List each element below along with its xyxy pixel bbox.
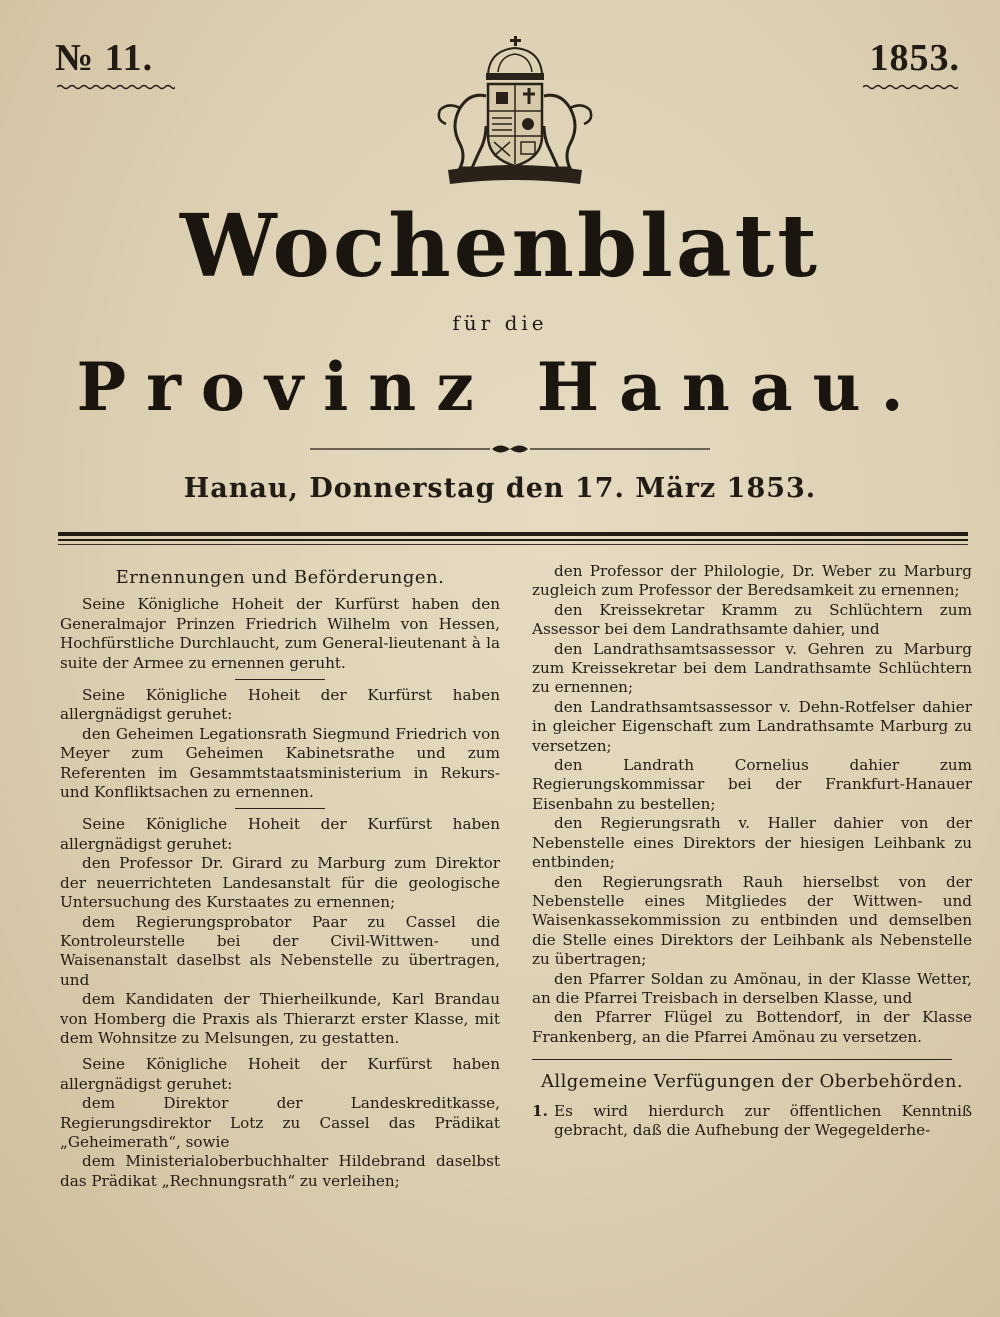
paragraph-girard: den Professor Dr. Girard zu Marburg zum Direktor der neuerrichteten Landesanstalt für die geologische Untersuchung des Kurstaates zu ernennen; — [60, 854, 500, 912]
numbered-item — [532, 1102, 972, 1141]
short-divider — [235, 679, 325, 680]
paragraph-paar: dem Regierungsprobator Paar zu Cassel die Kontroleurstelle bei der Civil-Wittwen- und Waisenanstalt daselbst als Nebenstelle zu übertragen, und — [60, 912, 500, 989]
paragraph-lotz: dem Direktor der Landeskreditkasse, Regierungsdirektor Lotz zu Cassel das Prädikat „Geheimerath“, sowie — [60, 1094, 500, 1151]
newspaper-title: Wochenblatt — [179, 196, 821, 297]
item-text: Es wird hierdurch zur öffentlichen Kenntniß gebracht, daß die Aufhebung der Wegegelderhe- — [554, 1101, 972, 1139]
paragraph-gehren: den Landrathsamtsassessor v. Gehren zu Marburg zum Kreissekretar bei dem Landrathsamte Schlüchtern zu ernennen; — [532, 639, 972, 697]
coat-of-arms-icon — [430, 36, 600, 191]
short-divider — [235, 808, 325, 809]
paragraph-rauh: den Regierungsrath Rauh hierselbst von der Nebenstelle eines Mitgliedes der Wittwen- und Waisenkassekommission zu entbinden und demselben die Stelle eines Direktors der Leihbank als Nebenstelle zu übertragen; — [532, 872, 972, 969]
section-heading-appointments: Ernennungen und Beförderungen. — [115, 567, 445, 588]
newspaper-province-title: Provinz Hanau. — [76, 348, 924, 426]
issue-year: 1853. — [869, 37, 960, 79]
paragraph-soldan: den Pfarrer Soldan zu Amönau, in der Klasse Wetter, an die Pfarrei Treisbach in derselben Klasse, und — [532, 969, 972, 1007]
paragraph-weber: den Professor der Philologie, Dr. Weber zu Marburg zugleich zum Professor der Beredsamkeit zu ernennen; — [532, 562, 972, 600]
dateline: Hanau, Donnerstag den 17. März 1853. — [183, 473, 817, 504]
paragraph-cornelius: den Landrath Cornelius dahier zum Regierungskommissar bei der Frankfurt-Hanauer Eisenbahn zu bestellen; — [532, 756, 972, 813]
paragraph-fluegel: den Pfarrer Flügel zu Bottendorf, in der Klasse Frankenberg, an die Pfarrei Amönau zu versetzen. — [532, 1008, 972, 1046]
section-heading-ordinances: Allgemeine Verfügungen der Oberbehörden. — [541, 1071, 963, 1093]
left-column — [60, 562, 500, 1191]
paragraph-kramm: den Kreissekretar Kramm zu Schlüchtern zum Assessor bei dem Landrathsamte dahier, und — [532, 600, 972, 639]
paragraph-haller: den Regierungsrath v. Haller dahier von der Nebenstelle eines Direktors der hiesigen Leihbank zu entbinden; — [532, 814, 972, 872]
year-underline-ornament — [863, 84, 958, 90]
paragraph-brandau: dem Kandidaten der Thierheilkunde, Karl Brandau von Homberg die Praxis als Thierarzt erster Klasse, mit dem Wohnsitze zu Melsungen, zu gestatten. — [60, 990, 500, 1047]
newspaper-subtitle: für die — [452, 311, 548, 335]
header-rule-middle — [58, 539, 968, 541]
paragraph-hildebrand: dem Ministerialoberbuchhalter Hildebrand daselbst das Prädikat „Rechnungsrath“ zu verleihen; — [60, 1152, 500, 1190]
paragraph-intro: Seine Königliche Hoheit der Kurfürst haben allergnädigst geruhet: — [60, 686, 500, 724]
divider-ornament — [310, 442, 710, 456]
paragraph-general-appointment: Seine Königliche Hoheit der Kurfürst haben den Generalmajor Prinzen Friedrich Wilhelm von Hessen, Hochfürstliche Durchlaucht, zum General-lieutenant à la suite der Armee zu ernennen geruht. — [60, 595, 500, 672]
item-number: 1. — [532, 1101, 548, 1120]
paragraph-dehn-rotfelser: den Landrathsamtsassessor v. Dehn-Rotfelser dahier in gleicher Eigenschaft zum Landrathsamte Marburg zu versetzen; — [532, 697, 972, 755]
paragraph-meyer: den Geheimen Legationsrath Siegmund Friedrich von Meyer zum Geheimen Kabinetsrathe und zum Referenten im Gesammtstaatsministerium in Rekurs- und Konfliktsachen zu ernennen. — [60, 724, 500, 802]
paragraph-intro: Seine Königliche Hoheit der Kurfürst haben allergnädigst geruhet: — [60, 815, 500, 853]
issue-number: № 11. — [55, 37, 154, 79]
issue-underline-ornament — [57, 84, 175, 90]
paragraph-intro: Seine Königliche Hoheit der Kurfürst haben allergnädigst geruhet: — [60, 1055, 500, 1093]
section-divider — [532, 1059, 952, 1060]
header-rule-thick — [58, 532, 968, 536]
right-column — [532, 562, 972, 1140]
header-rule-thin — [58, 544, 968, 545]
